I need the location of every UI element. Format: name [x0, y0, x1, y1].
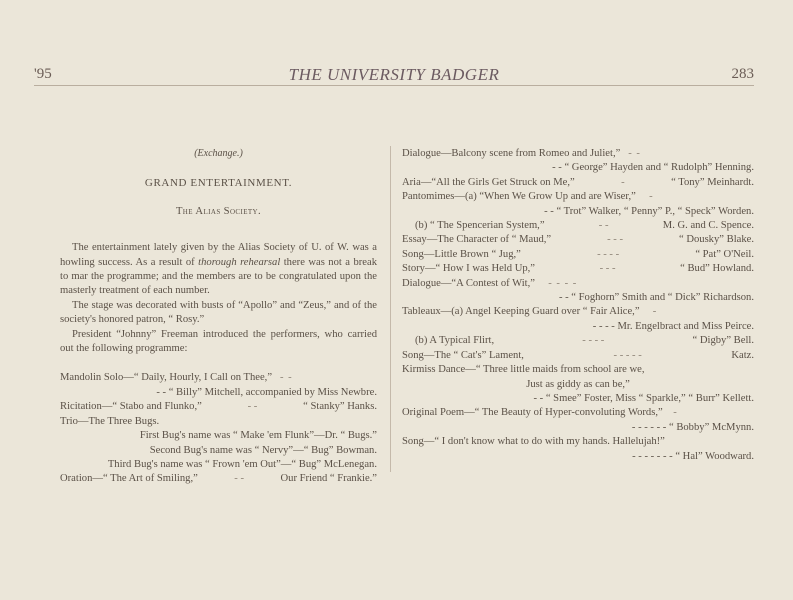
programme-line [402, 248, 754, 262]
programme-line: First Bug's name was “ Make 'em Flunk”—Dr. “ Bugs.” [139, 430, 377, 442]
left-column [60, 147, 377, 487]
performer: “ Bud” Howland. [680, 263, 754, 275]
programme-line: Kirmiss Dance—“ Three little maids from school are we, [402, 364, 645, 376]
line-text: Oration—“ The Art of Smiling,” [60, 473, 198, 485]
performer: “ Stanky” Hanks. [303, 401, 377, 413]
leader-dots: - - - - [597, 248, 620, 260]
line-text: (b) A Typical Flirt, [415, 335, 495, 347]
programme-line: - - - - Mr. Engelbract and Miss Peirce. [592, 320, 754, 332]
programme-line [60, 472, 377, 486]
paragraph: The stage was decorated with busts of “Apollo” and “Zeus,” and of the society's honored patron, “ Rosy.” [60, 299, 377, 326]
line-text: Essay—The Character of “ Maud,” [402, 234, 552, 246]
leader-dots: - [673, 407, 678, 419]
source-note: (Exchange.) [194, 148, 243, 159]
line-text: Dialogue—“A Contest of Wit,” [402, 277, 535, 289]
line-text: (b) “ The Spencerian System,” [415, 220, 545, 232]
line-text: Story—“ How I was Held Up,” [402, 263, 535, 275]
programme-line [60, 400, 377, 414]
leader-dots: - - - - [548, 277, 578, 289]
programme-line: Second Bug's name was “ Nervy”—“ Bug” Bowman. [149, 444, 377, 456]
column-divider [390, 146, 391, 472]
line-text: Song—The “ Cat's” Lament, [402, 349, 524, 361]
header-year: '95 [34, 66, 52, 82]
leader-dots: - [621, 176, 625, 188]
programme-line: - - “ Foghorn” Smith and “ Dick” Richardson. [558, 292, 754, 304]
programme-line [402, 233, 754, 247]
line-text: Aria—“All the Girls Get Struck on Me,” [402, 176, 575, 188]
programme-line [402, 305, 754, 319]
article-title: GRAND ENTERTAINMENT. [144, 177, 293, 190]
programme-line [402, 176, 754, 190]
running-header [34, 66, 754, 88]
leader-dots: - - [280, 372, 293, 384]
performer: “ Pat” O'Neil. [695, 248, 754, 260]
leader-dots: - - [234, 473, 244, 485]
programme-line [402, 406, 754, 420]
performer: “ Dousky” Blake. [678, 234, 754, 246]
leader-dots: - - [598, 220, 609, 232]
programme-line [402, 147, 754, 161]
paragraph [60, 241, 377, 299]
programme-line: - - “ Smee” Foster, Miss “ Sparkle,” “ Burr” Kellett. [533, 392, 754, 404]
header-rule [34, 85, 754, 86]
leader-dots: - [649, 191, 654, 203]
right-column [402, 147, 754, 464]
line-text: Pantomimes—(a) “When We Grow Up and are Wiser,” [402, 191, 636, 203]
line-text: Ricitation—“ Stabo and Flunko,” [60, 401, 202, 413]
leader-dots: - - [247, 401, 258, 413]
leader-dots: - - [628, 148, 641, 159]
line-text: Song—Little Brown “ Jug,” [402, 248, 521, 260]
programme-line: - - “ George” Hayden and “ Rudolph” Henning. [552, 162, 754, 174]
article-subtitle: The Alias Society. [175, 205, 262, 217]
performer: “ Tony” Meinhardt. [671, 176, 754, 188]
programme-line: - - “ Billy” Mitchell, accompanied by Miss Newbre. [156, 386, 377, 398]
programme-line [402, 277, 754, 291]
leader-dots: - - - [607, 234, 623, 246]
italic-run: thorough rehearsal [198, 256, 281, 268]
programme-line: Just as giddy as can be,” [526, 378, 630, 390]
performer: “ Digby” Bell. [692, 335, 754, 347]
programme-line: - - “ Trot” Walker, “ Penny” P., “ Speck” Worden. [544, 205, 754, 217]
line-text: Dialogue—Balcony scene from Romeo and Juliet,” [402, 148, 621, 159]
programme-line [402, 349, 754, 363]
performer: Our Friend “ Frankie.” [280, 473, 377, 485]
programme-line: - - - - - - “ Bobby” McMynn. [631, 421, 754, 433]
leader-dots: - - - [599, 263, 616, 275]
programme-line: Trio—The Three Bugs. [60, 415, 160, 427]
performer: Katz. [731, 349, 754, 361]
programme-line [402, 190, 754, 204]
programme-line [402, 262, 754, 276]
performer: M. G. and C. Spence. [662, 220, 754, 232]
line-text: Tableaux—(a) Angel Keeping Guard over “ Fair Alice,” [402, 306, 640, 318]
line-text: Mandolin Solo—“ Daily, Hourly, I Call on Thee,” [60, 372, 273, 384]
leader-dots: - - - - [582, 335, 605, 347]
page-number: 283 [731, 66, 754, 82]
journal-title: THE UNIVERSITY BADGER [288, 65, 500, 84]
programme-line: Song—“ I don't know what to do with my hands. Hallelujah!” [402, 436, 665, 448]
programme-line: - - - - - - - “ Hal” Woodward. [632, 450, 754, 462]
leader-dots: - [652, 306, 658, 318]
programme-line [60, 371, 377, 385]
programme-line [402, 219, 754, 233]
line-text: Original Poem—“ The Beauty of Hyper-convoluting Words,” [402, 407, 663, 419]
programme-line: Third Bug's name was “ Frown 'em Out”—“ Bug” McLenegan. [107, 458, 377, 470]
text-run: The entertainment lately given by the Alias Society of U. of W. was a howling success. As a result of [60, 242, 377, 268]
leader-dots: - - - - - [613, 349, 642, 361]
programme-line [402, 334, 754, 348]
paragraph: President “Johnny” Freeman introduced the performers, who carried out the following programme: [60, 328, 377, 355]
text-run: there was not a break to mar the programme; and the members are to be congratulated upon the masterly treatment of each number. [60, 256, 377, 297]
